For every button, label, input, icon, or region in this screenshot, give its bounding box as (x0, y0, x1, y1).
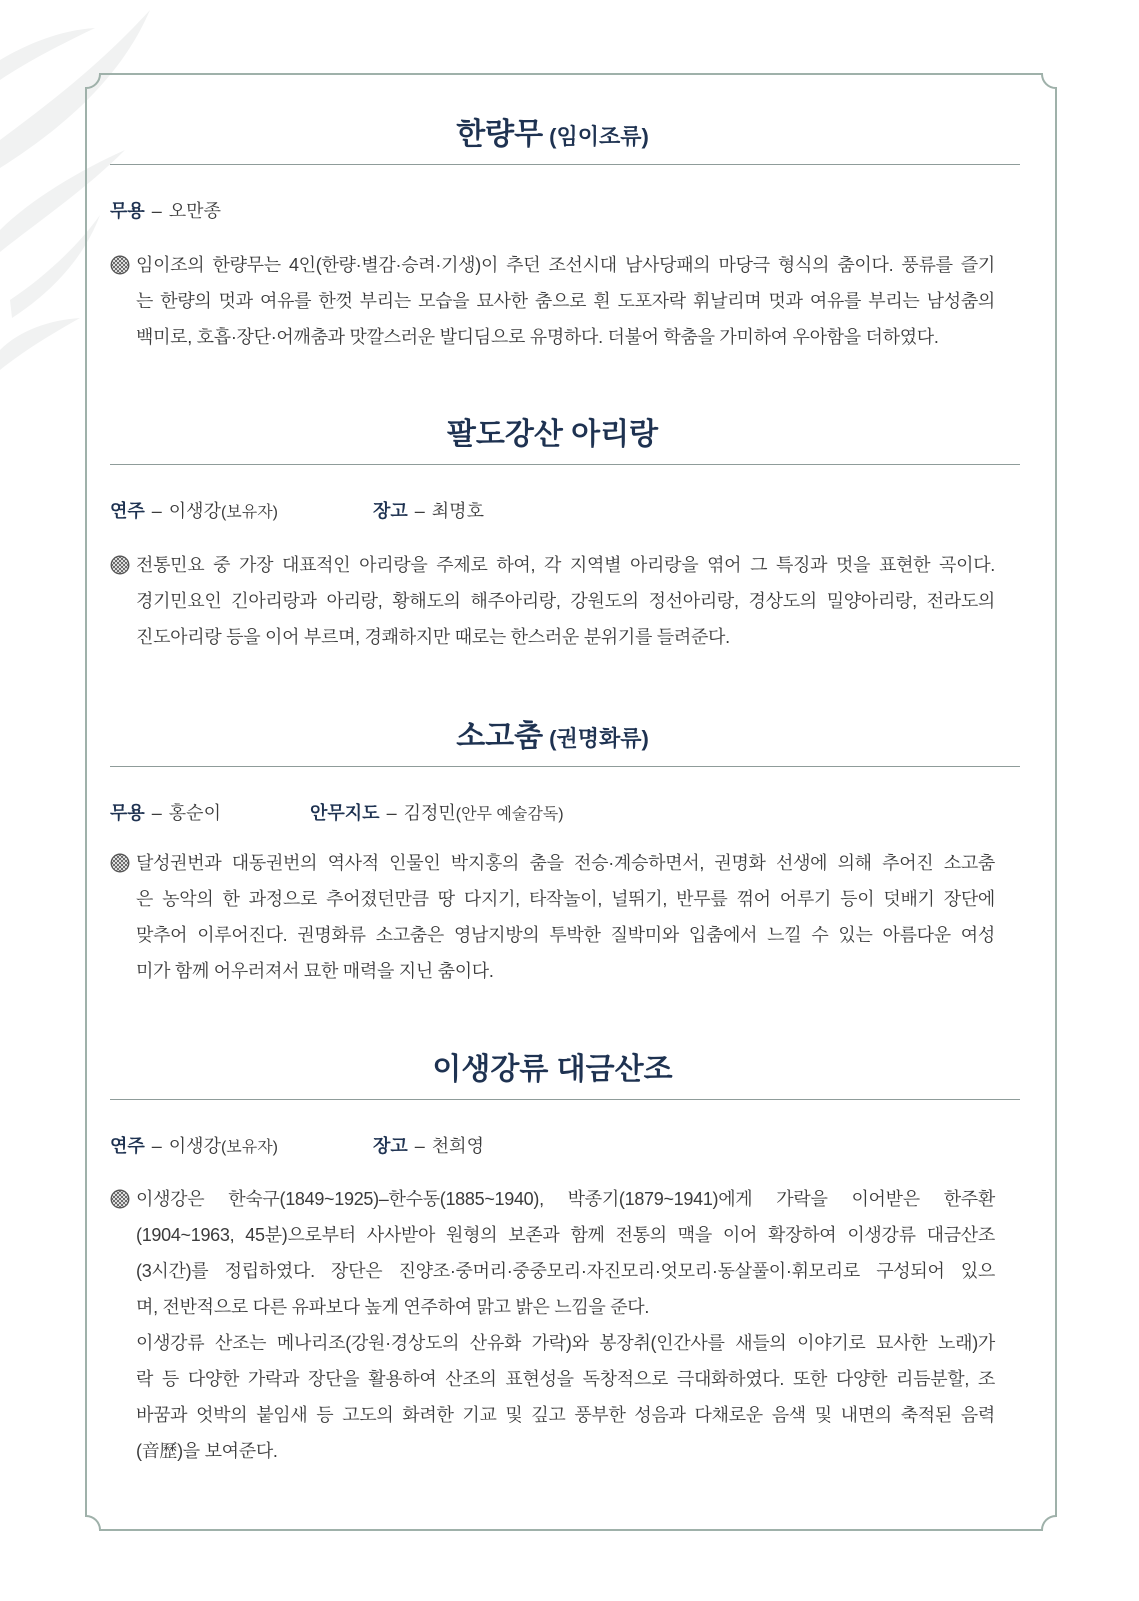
credit-role: 장고 (373, 501, 408, 521)
paragraph-line: 임이조의 한량무는 4인(한량·별감·승려·기생)이 추던 조선시대 남사당패의 마당극 형식의 춤이다. 풍류를 즐기 (136, 255, 995, 275)
paragraph-line: (3시간)를 정립하였다. 장단은 진양조·중머리·중중모리·자진모리·엇모리·동살풀이·휘모리로 구성되어 있으 (136, 1261, 995, 1281)
credit-separator: – (151, 1136, 162, 1156)
credit-note: (안무 예술감독) (455, 806, 564, 823)
credit-name: 김정민 (403, 803, 456, 823)
credit-name: 홍순이 (168, 803, 221, 823)
paragraph-line: 바꿈과 엇박의 붙임새 등 고도의 화려한 기교 및 깊고 풍부한 성음과 다채로운 음색 및 내면의 축적된 음력 (136, 1405, 995, 1425)
paragraph-line: 진도아리랑 등을 이어 부르며, 경쾌하지만 때로는 한스러운 분위기를 들려준다. (136, 627, 730, 647)
title-divider (110, 164, 1020, 165)
credit-role: 무용 (110, 201, 145, 221)
credit-separator: – (151, 201, 162, 221)
credit-note: (보유자) (220, 1139, 278, 1156)
paragraph-line: 이생강은 한숙구(1849~1925)–한수동(1885~1940), 박종기(1879~1941)에게 가락을 이어받은 한주환 (136, 1189, 995, 1209)
title-sub: (임이조류) (549, 124, 649, 149)
credit-separator: – (386, 803, 397, 823)
credit-item (373, 1131, 484, 1161)
title-divider (110, 464, 1020, 465)
section-title (110, 415, 995, 455)
paragraph-line: 은 농악의 한 과정으로 추어졌던만큼 땅 다지기, 타작놀이, 널뛰기, 반무릎 꺾어 어루기 등이 덧배기 장단에 (136, 889, 995, 909)
paragraph-line: 전통민요 중 가장 대표적인 아리랑을 주제로 하여, 각 지역별 아리랑을 엮어 그 특징과 멋을 표현한 곡이다. (136, 555, 995, 575)
credit-separator: – (151, 501, 162, 521)
paragraph-line: (音歷)을 보여준다. (136, 1441, 278, 1461)
credit-name: 이생강 (168, 501, 221, 521)
title-main: 소고춤 (456, 720, 544, 753)
credit-name: 천희영 (431, 1136, 484, 1156)
bullet-icon (110, 555, 130, 575)
credit-name: 최명호 (431, 501, 484, 521)
credits (110, 1131, 995, 1161)
paragraph-line: 이생강류 산조는 메나리조(강원·경상도의 산유화 가락)와 봉장취(인간사를 새들의 이야기로 묘사한 노래)가 (136, 1333, 995, 1353)
section-title (110, 717, 995, 757)
bullet-icon (110, 1189, 130, 1209)
paragraph-line: 는 한량의 멋과 여유를 한껏 부리는 모습을 묘사한 춤으로 흰 도포자락 휘날리며 멋과 여유를 부리는 남성춤의 (136, 291, 995, 311)
paragraph-line: 맞추어 이루어진다. 권명화류 소고춤은 영남지방의 투박한 질박미와 입춤에서 느낄 수 있는 아름다운 여성 (136, 925, 995, 945)
bullet-icon (110, 853, 130, 873)
paragraph-line: 경기민요인 긴아리랑과 아리랑, 황해도의 해주아리랑, 강원도의 정선아리랑, 경상도의 밀양아리랑, 전라도의 (136, 591, 995, 611)
program-section-paldo-arirang (110, 415, 1020, 647)
credits (110, 196, 995, 226)
credit-separator: – (414, 1136, 425, 1156)
title-divider (110, 1099, 1020, 1100)
credits (110, 496, 995, 526)
credit-item (110, 196, 221, 226)
credit-name: 오만종 (168, 201, 221, 221)
credits (110, 798, 995, 828)
program-section-hallyangmu (110, 115, 1020, 347)
paragraph-line: 락 등 다양한 가락과 장단을 활용하여 산조의 표현성을 독창적으로 극대화하였다. 또한 다양한 리듬분할, 조 (136, 1369, 995, 1389)
section-title (110, 1050, 995, 1090)
credit-item (110, 1131, 278, 1163)
title-main: 팔도강산 아리랑 (446, 418, 659, 451)
credit-name: 이생강 (168, 1136, 221, 1156)
paragraph-line: 백미로, 호흡·장단·어깨춤과 맛깔스러운 발디딤으로 유명하다. 더불어 학춤을 가미하여 우아함을 더하였다. (136, 327, 939, 347)
bullet-icon (110, 255, 130, 275)
section-title (110, 115, 995, 155)
credit-item (110, 496, 278, 528)
credit-role: 장고 (373, 1136, 408, 1156)
credit-item (110, 798, 221, 828)
title-sub: (권명화류) (549, 726, 649, 751)
credit-note: (보유자) (220, 504, 278, 521)
credit-role: 연주 (110, 501, 145, 521)
program-section-daegeum-sanjo (110, 1050, 1020, 1461)
paragraph-line: 달성권번과 대동권번의 역사적 인물인 박지홍의 춤을 전승·계승하면서, 권명화 선생에 의해 추어진 소고춤 (136, 853, 995, 873)
title-divider (110, 766, 1020, 767)
credit-item (310, 798, 564, 830)
credit-separator: – (151, 803, 162, 823)
title-main: 이생강류 대금산조 (432, 1053, 673, 1086)
credit-role: 무용 (110, 803, 145, 823)
credit-role: 연주 (110, 1136, 145, 1156)
paragraph-line: (1904~1963, 45분)으로부터 사사받아 원형의 보존과 함께 전통의 맥을 이어 확장하여 이생강류 대금산조 (136, 1225, 995, 1245)
credit-role: 안무지도 (310, 803, 380, 823)
paragraph-line: 며, 전반적으로 다른 유파보다 높게 연주하여 맑고 밝은 느낌을 준다. (136, 1297, 650, 1317)
credit-separator: – (414, 501, 425, 521)
credit-item (373, 496, 484, 526)
paragraph-line: 미가 함께 어우러져서 묘한 매력을 지닌 춤이다. (136, 961, 494, 981)
title-main: 한량무 (456, 118, 544, 151)
program-section-sogochum (110, 717, 1020, 981)
